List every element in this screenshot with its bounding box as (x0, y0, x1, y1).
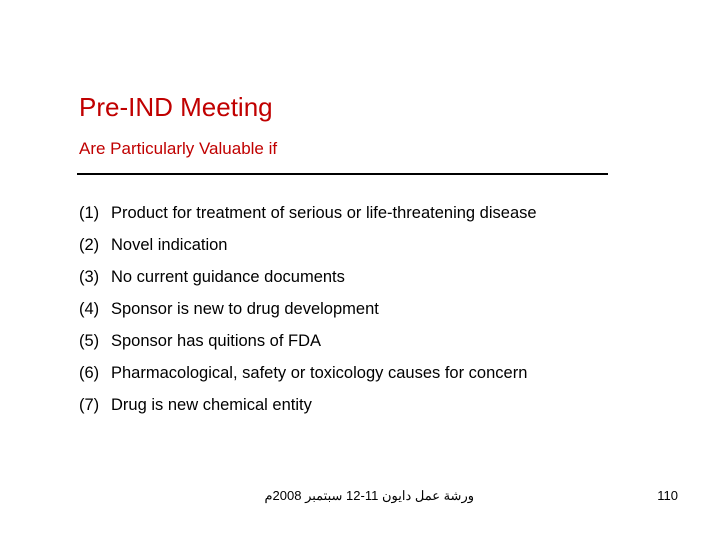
footer-text: ورشة عمل دايون 11-12 سبتمبر 2008م (264, 488, 474, 503)
item-text: Product for treatment of serious or life-threatening disease (111, 203, 537, 222)
slide-title: Pre-IND Meeting (79, 92, 273, 122)
list-item (79, 229, 537, 261)
list-item (79, 197, 537, 229)
item-text: Drug is new chemical entity (111, 395, 312, 414)
list-item (79, 389, 537, 421)
item-number: (4) (79, 299, 100, 318)
item-number: (5) (79, 331, 100, 350)
list-item (79, 357, 537, 389)
item-text: Novel indication (111, 235, 228, 254)
item-number: (6) (79, 363, 100, 382)
criteria-list (79, 197, 537, 421)
page-number: 110 (657, 488, 678, 503)
item-text: Sponsor is new to drug development (111, 299, 379, 318)
item-number: (3) (79, 267, 100, 286)
list-item (79, 325, 537, 357)
divider-line (77, 173, 608, 175)
list-item (79, 293, 537, 325)
slide-subtitle: Are Particularly Valuable if (79, 139, 278, 158)
item-text: Pharmacological, safety or toxicology causes for concern (111, 363, 528, 382)
item-text: Sponsor has quitions of FDA (111, 331, 322, 350)
item-text: No current guidance documents (111, 267, 345, 286)
item-number: (2) (79, 235, 100, 254)
item-number: (1) (79, 203, 100, 222)
list-item (79, 261, 537, 293)
item-number: (7) (79, 395, 100, 414)
